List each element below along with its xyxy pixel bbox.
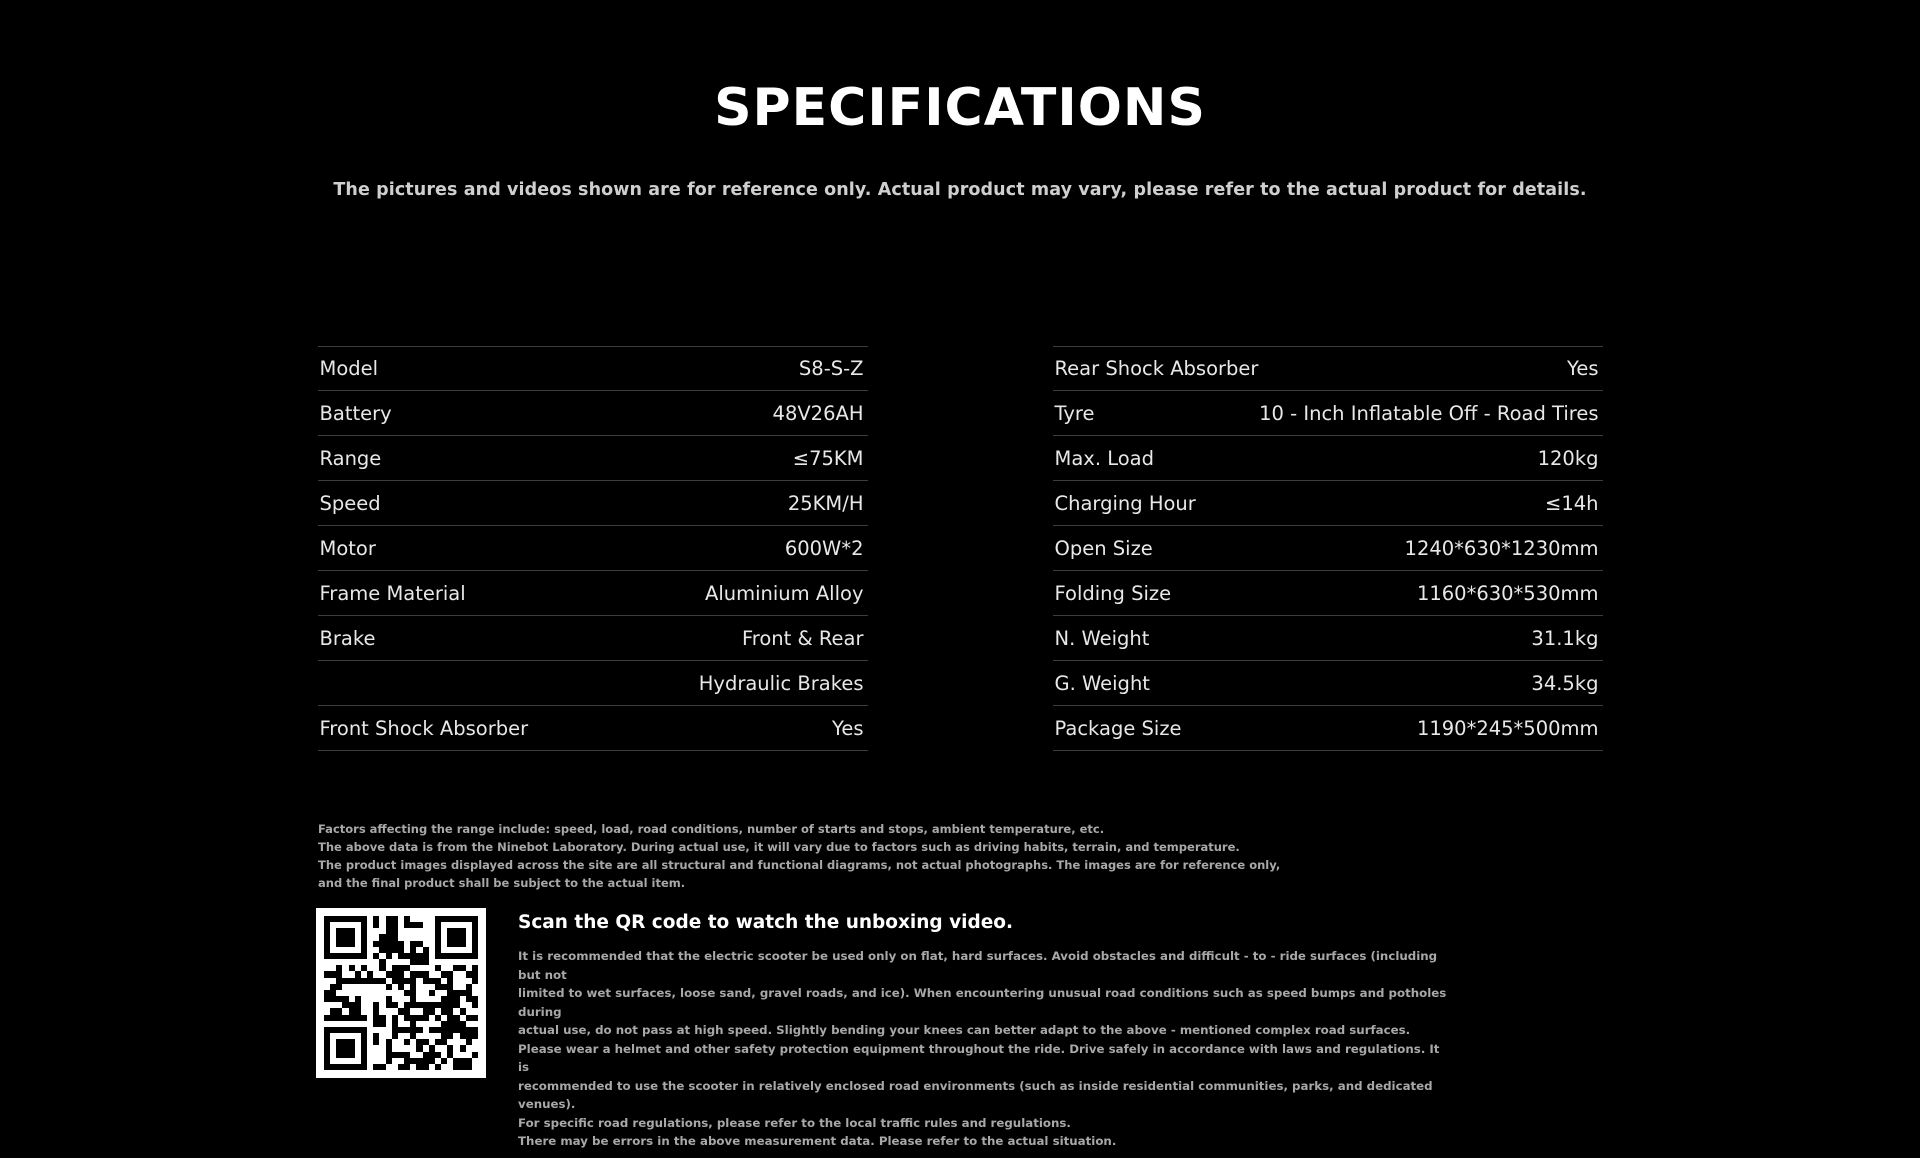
table-row bbox=[318, 436, 868, 481]
spec-value: Front & Rear bbox=[741, 626, 864, 650]
qr-safety-text bbox=[518, 947, 1448, 1151]
table-row bbox=[1053, 571, 1603, 616]
spec-value: 1160*630*530mm bbox=[1416, 581, 1599, 605]
note-line: It is recommended that the electric scooter be used only on flat, hard surfaces. Avoid obstacles and difficult - to - ride surfaces (including but not bbox=[518, 949, 1438, 982]
spec-key: Speed bbox=[319, 491, 381, 515]
note-line: For specific road regulations, please refer to the local traffic rules and regulations. bbox=[518, 1115, 1071, 1130]
spec-value: ≤75KM bbox=[792, 446, 864, 470]
spec-key: Rear Shock Absorber bbox=[1054, 357, 1259, 380]
note-line: limited to wet surfaces, loose sand, gravel roads, and ice). When encountering unusual road conditions such as speed bumps and potholes during bbox=[518, 986, 1447, 1019]
table-row bbox=[1053, 616, 1603, 661]
spec-key: Brake bbox=[319, 626, 376, 650]
spec-key: G. Weight bbox=[1054, 671, 1150, 695]
spec-value: 600W*2 bbox=[784, 536, 864, 560]
spec-key: Motor bbox=[319, 536, 376, 560]
disclaimer-notes bbox=[318, 820, 1418, 892]
spec-key: Range bbox=[319, 446, 382, 470]
spec-value: 34.5kg bbox=[1531, 671, 1599, 695]
spec-key: Front Shock Absorber bbox=[319, 716, 529, 740]
spec-value: 120kg bbox=[1537, 446, 1599, 470]
specification-tables bbox=[0, 346, 1920, 751]
spec-value: 48V26AH bbox=[772, 401, 864, 425]
spec-key: N. Weight bbox=[1054, 626, 1150, 650]
table-row bbox=[1053, 661, 1603, 706]
table-row bbox=[318, 481, 868, 526]
spec-value: Yes bbox=[832, 716, 864, 740]
table-row bbox=[318, 526, 868, 571]
spec-value: S8-S-Z bbox=[798, 357, 864, 380]
table-row bbox=[1053, 436, 1603, 481]
spec-value: 10 - Inch Inflatable Off - Road Tires bbox=[1259, 401, 1599, 425]
spec-table-right bbox=[1053, 346, 1603, 751]
table-row bbox=[1053, 391, 1603, 436]
spec-value: Aluminium Alloy bbox=[704, 581, 864, 605]
spec-value: ≤14h bbox=[1544, 491, 1599, 515]
qr-section bbox=[316, 908, 1448, 1151]
note-line: The above data is from the Ninebot Laboratory. During actual use, it will vary due to factors such as driving habits, terrain, and temperature. bbox=[318, 840, 1240, 854]
spec-key: Folding Size bbox=[1054, 581, 1172, 605]
specifications-page bbox=[0, 78, 1920, 1158]
spec-key: Charging Hour bbox=[1054, 491, 1196, 515]
note-line: Please wear a helmet and other safety protection equipment throughout the ride. Drive safely in accordance with laws and regulations. It is bbox=[518, 1041, 1440, 1074]
table-row bbox=[318, 391, 868, 436]
table-row bbox=[318, 571, 868, 616]
spec-key: Model bbox=[319, 357, 379, 380]
table-row bbox=[1053, 706, 1603, 751]
spec-key: Frame Material bbox=[319, 581, 466, 605]
spec-key: Tyre bbox=[1054, 401, 1095, 425]
table-row bbox=[1053, 346, 1603, 391]
spec-key: Open Size bbox=[1054, 536, 1153, 560]
spec-value: Hydraulic Brakes bbox=[698, 671, 864, 695]
table-row bbox=[318, 346, 868, 391]
spec-key: Battery bbox=[319, 401, 392, 425]
table-row bbox=[318, 661, 868, 706]
spec-key: Package Size bbox=[1054, 716, 1182, 740]
spec-value: 1240*630*1230mm bbox=[1404, 536, 1599, 560]
note-line: and the final product shall be subject to the actual item. bbox=[318, 876, 686, 890]
spec-value: 1190*245*500mm bbox=[1416, 716, 1599, 740]
qr-heading: Scan the QR code to watch the unboxing video. bbox=[518, 912, 1014, 933]
table-row bbox=[318, 706, 868, 751]
table-row bbox=[1053, 526, 1603, 571]
spec-table-left bbox=[318, 346, 868, 751]
table-row bbox=[1053, 481, 1603, 526]
spec-key: Max. Load bbox=[1054, 446, 1154, 470]
note-line: The product images displayed across the site are all structural and functional diagrams, not actual photographs. The images are for reference only, bbox=[318, 858, 1281, 872]
note-line: recommended to use the scooter in relatively enclosed road environments (such as inside residential communities, parks, and dedicated venues). bbox=[518, 1078, 1433, 1111]
note-line: There may be errors in the above measurement data. Please refer to the actual situation. bbox=[518, 1134, 1117, 1148]
spec-value: 25KM/H bbox=[787, 491, 864, 515]
qr-code-icon[interactable] bbox=[316, 908, 486, 1078]
table-row bbox=[318, 616, 868, 661]
note-line: Factors affecting the range include: speed, load, road conditions, number of starts and stops, ambient temperature, etc. bbox=[318, 822, 1105, 836]
note-line: actual use, do not pass at high speed. Slightly bending your knees can better adapt to the above - mentioned complex road surfaces. bbox=[518, 1023, 1411, 1037]
spec-value: 31.1kg bbox=[1531, 626, 1599, 650]
page-title: SPECIFICATIONS bbox=[714, 78, 1206, 138]
page-subtitle: The pictures and videos shown are for reference only. Actual product may vary, please refer to the actual product for details. bbox=[333, 180, 1587, 200]
spec-value: Yes bbox=[1567, 357, 1599, 380]
qr-text-block bbox=[518, 908, 1448, 1151]
